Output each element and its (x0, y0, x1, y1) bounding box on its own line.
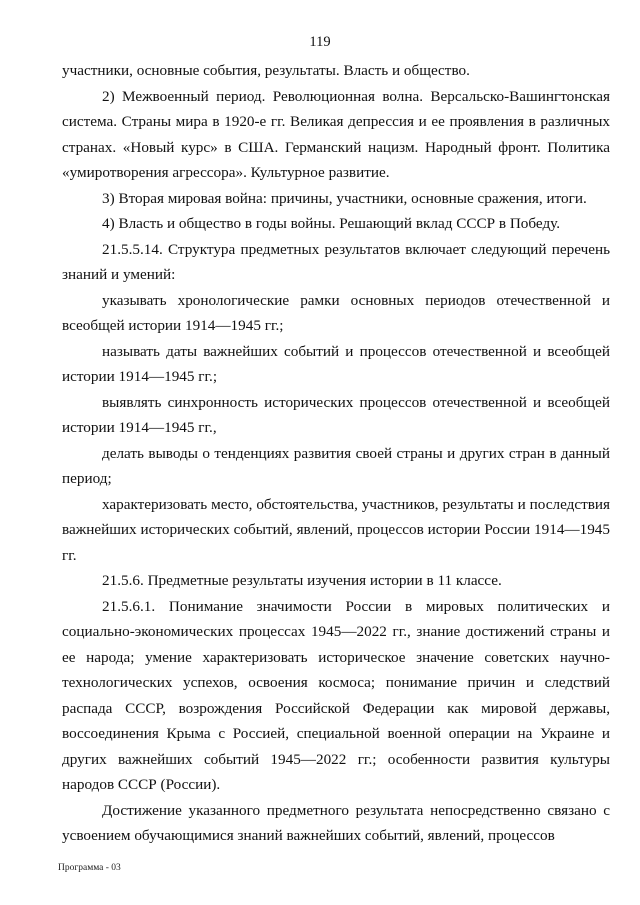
body-text (62, 58, 610, 849)
page-number: 119 (309, 34, 331, 50)
footer-code: Программа - 03 (58, 863, 121, 873)
paragraph: 21.5.5.14. Структура предметных результатов включает следующий перечень знаний и умений: (62, 240, 610, 283)
paragraph: 4) Власть и общество в годы войны. Решающий вклад СССР в Победу. (102, 215, 561, 232)
paragraph: называть даты важнейших событий и процессов отечественной и всеобщей истории 1914—1945 гг.; (62, 342, 610, 385)
paragraph: 3) Вторая мировая война: причины, участники, основные сражения, итоги. (102, 189, 587, 207)
paragraph: делать выводы о тенденциях развития своей страны и других стран в данный период; (62, 444, 610, 487)
paragraph: Достижение указанного предметного результата непосредственно связано с усвоением обучающимися знаний важнейших событий, явлений, процессов (62, 801, 610, 844)
paragraph: выявлять синхронность исторических процессов отечественной и всеобщей истории 1914—1945 гг., (62, 393, 610, 436)
paragraph: характеризовать место, обстоятельства, участников, результаты и последствия важнейших исторических событий, явлений, процессов истории России 1914—1945 гг. (62, 495, 610, 564)
paragraph: 21.5.6. Предметные результаты изучения истории в 11 классе. (102, 572, 502, 589)
paragraph: участники, основные события, результаты. Власть и общество. (62, 62, 470, 79)
paragraph: 21.5.6.1. Понимание значимости России в мировых политических и социально-экономических процессах 1945—2022 гг., знание достижений страны и ее народа; умение характеризовать историческое значение советских научно-технологических успехов, освоения космоса; понимание причин и следствий распада СССР, возрождения Российской Федерации как мировой державы, воссоединения Крыма с Россией, специальной военной операции на Украине и других важнейших событий 1945—2022 гг.; особенности развития культуры народов СССР (России). (62, 597, 610, 793)
paragraph: 2) Межвоенный период. Революционная волна. Версальско-Вашингтонская система. Страны мира в 1920-е гг. Великая депрессия и ее проявления в различных странах. «Новый курс» в США. Германский нацизм. Народный фронт. Политика «умиротворения агрессора». Культурное развитие. (62, 87, 610, 181)
paragraph: указывать хронологические рамки основных периодов отечественной и всеобщей истории 1914—1945 гг.; (62, 291, 610, 334)
